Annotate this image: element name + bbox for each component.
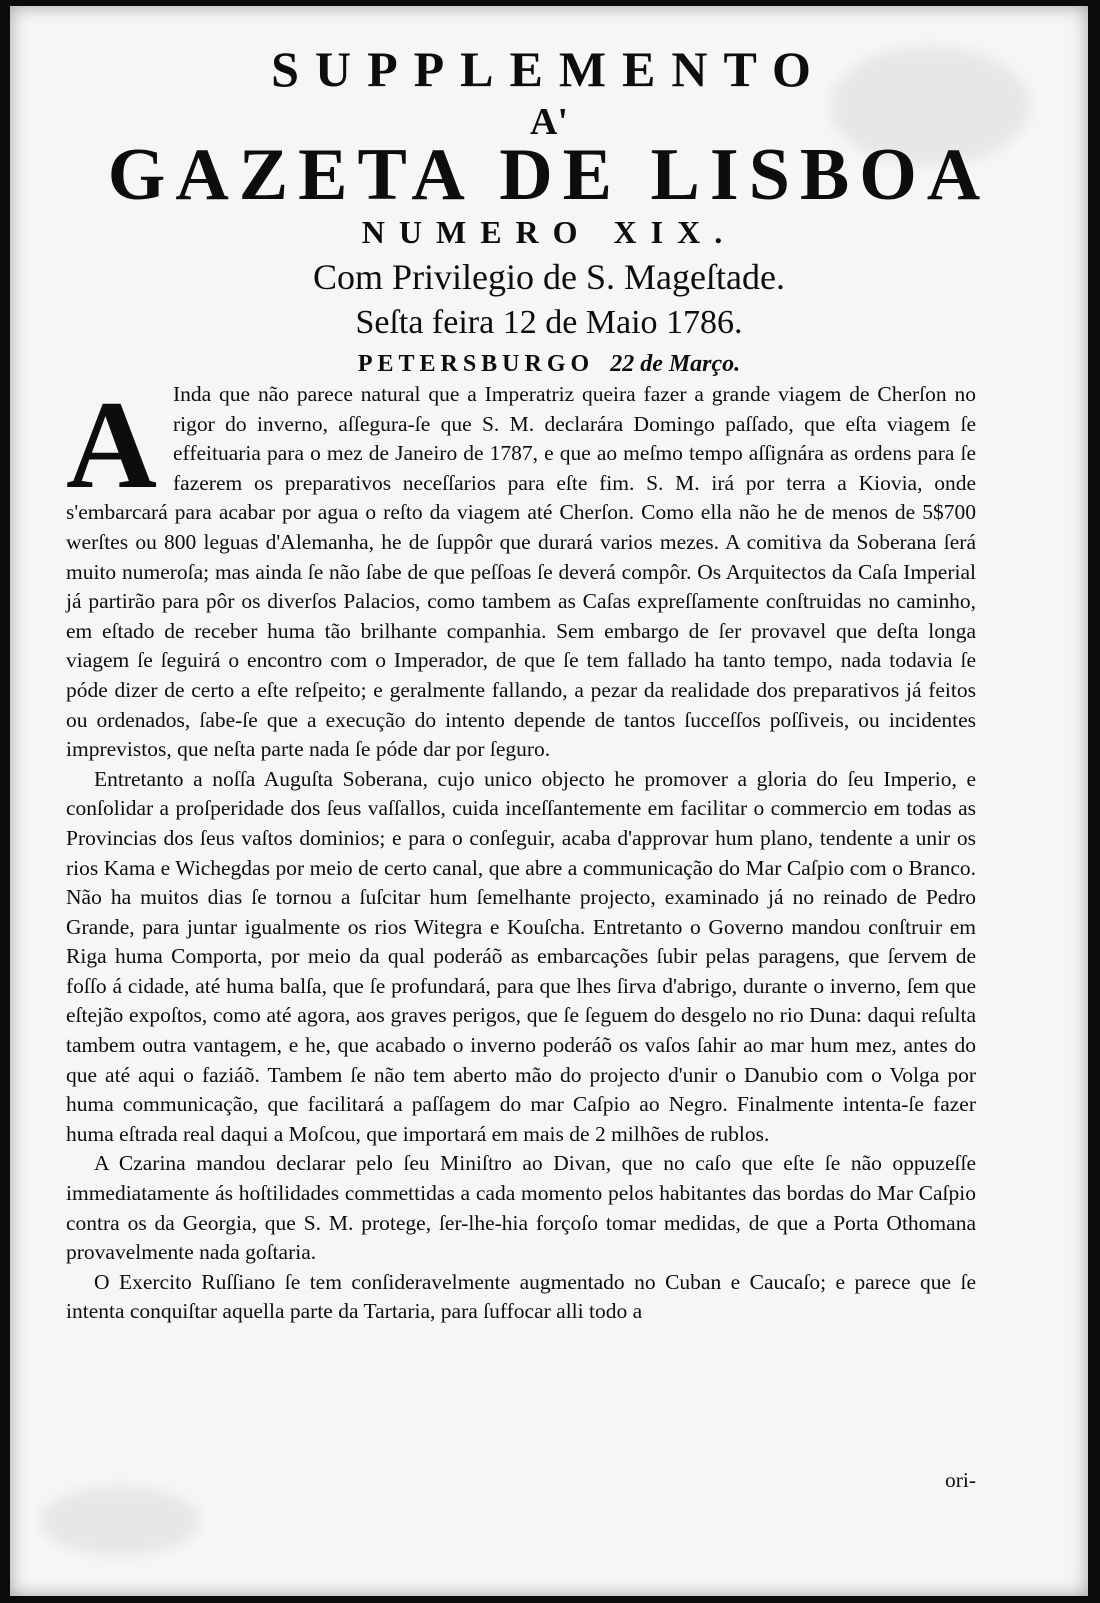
gazette-title: GAZETA DE LISBOA [107, 134, 991, 216]
paper-stain [40, 1486, 200, 1556]
privilege-line: Com Privilegio de S. Mageſtade. [313, 257, 785, 297]
issue-date: Seſta feira 12 de Maio 1786. [355, 304, 743, 341]
article-paragraph: O Exercito Ruſſiano ſe tem conſideravelmente augmentado no Cuban e Caucaſo; e parece que ſe intenta conquiſtar aquella parte da Tartaria, para ſuffocar alli todo a [66, 1269, 976, 1324]
article-paragraph: Entretanto a noſſa Auguſta Soberana, cujo unico objecto he promover a gloria do ſeu Imperio, e conſolidar a proſperidade dos ſeus vaſſallos, cuida inceſſantemente em facilitar o commercio em todas as Provincias dos ſeus vaſtos dominios; e para o conſeguir, acaba d'approvar hum plano, tendente a unir os rios Kama e Wichegdas por meio de certo canal, que abre a communicação do Mar Caſpio com o Branco. Não ha muitos dias ſe tornou a ſuſcitar hum ſemelhante projecto, examinado já no reinado de Pedro Grande, para juntar igualmente os rios Witegra e Kouſcha. Entretanto o Governo mandou conſtruir em Riga huma Comporta, por meio da qual poderáõ as embarcações ſubir pelas paragens, que ſervem de foſſo á cidade, até huma balſa, que ſe profundará, para que lhes ſirva d'abrigo, durante o inverno, ſem que eſtejão expoſtos, como até agora, aos graves perigos, que ſe ſeguem do desgelo no rio Duna: daqui reſulta tambem outra vantagem, e he, que acabado o inverno poderáõ os vaſos ſahir ao mar hum mez, antes do que até aqui o faziáõ. Tambem ſe não tem aberto mão do projecto d'unir o Danubio com o Volga por huma communicação, que facilitará a paſſagem do mar Caſpio ao Negro. Finalmente intenta-ſe fazer huma eſtrada real daqui a Moſcou, que importará em mais de 2 milhões de rublos. [66, 766, 976, 1146]
drop-cap: A [66, 376, 157, 515]
issue-number: NUMERO XIX. [361, 214, 737, 250]
paragraph-text: Inda que não parece natural que a Imperatriz queira fazer a grande viagem de Cherſon no rigor do inverno, aſſegura-ſe que S. M. declarára Domingo paſſado, que eſta viagem ſe effeituaria para o mez de Janeiro de 1787, e que ao meſmo tempo aſſignára as ordens para ſe fazerem os preparativos neceſſarios para eſte fim. S. M. irá por terra a Kiovia, onde s'embarcará para acabar por agua o reſto da viagem até Cherſon. Como ella não he de menos de 5$700 werſtes ou 800 leguas d'Alemanha, he de ſuppôr que durará varios mezes. A comitiva da Soberana ſerá muito numeroſa; mas ainda ſe não ſabe de que peſſoas ſe deverá compôr. Os Arquitectos da Caſa Imperial já partirão para pôr os diverſos Palacios, como tambem as Caſas expreſſamente conſtruidas no caminho, em eſtado de receber huma tão brilhante companhia. Sem embargo de ſer provavel que deſta longa viagem ſe ſeguirá o encontro com o Imperador, de que ſe tem fallado ha tanto tempo, nada todavia ſe póde dizer de certo a eſte reſpeito; e geralmente fallando, a pezar da realidade dos preparativos já feitos ou ordenados, ſabe-ſe que a execução do intento depende de tantos ſucceſſos poſſiveis, ou incidentes imprevistos, que neſta parte nada ſe póde dar por ſeguro. [66, 382, 976, 762]
dateline-date: 22 de Março. [610, 351, 741, 377]
article-paragraph: A Czarina mandou declarar pelo ſeu Miniſtro ao Divan, que no caſo que eſte ſe não oppuzeſſe immediatamente ás hoſtilidades commettidas a cada momento pelos habitantes das bordas do Mar Caſpio contra os da Georgia, que S. M. protege, ſer-lhe-hia forçoſo tomar medidas, de que a Porta Othomana provavelmente nada goſtaria. [66, 1151, 976, 1265]
supplement-title: SUPPLEMENTO [271, 41, 827, 97]
newspaper-page [10, 6, 1088, 1596]
catchword: ori- [944, 1468, 976, 1492]
article-paragraph [66, 376, 976, 765]
dateline-city: PETERSBURGO [357, 351, 595, 377]
masthead-a: A' [530, 101, 568, 143]
article-dateline [10, 349, 1088, 379]
article-body [66, 376, 976, 1327]
